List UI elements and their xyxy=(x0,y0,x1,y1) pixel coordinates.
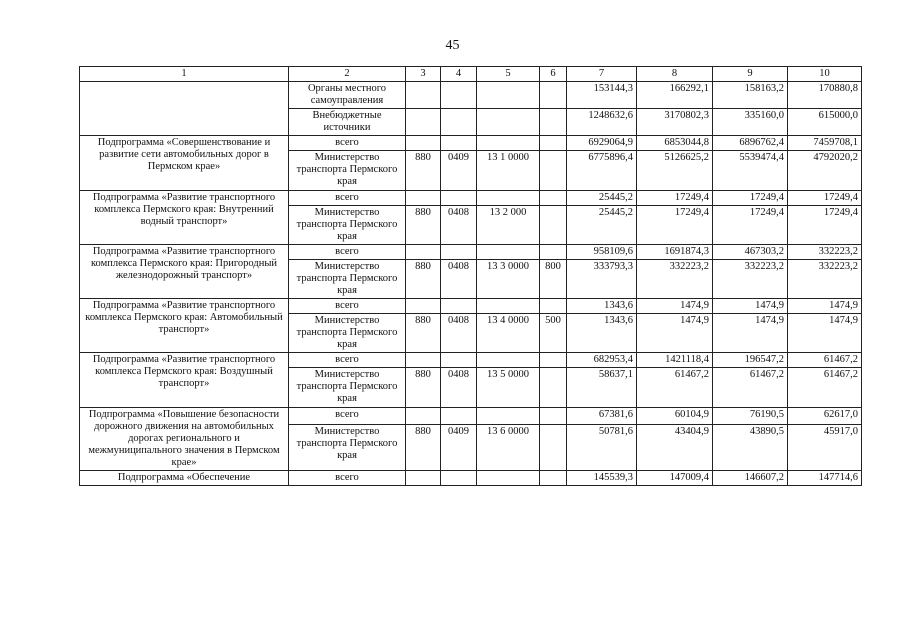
funding-source-cell: всего xyxy=(289,299,406,314)
target-article-cell: 13 4 0000 xyxy=(477,314,540,353)
funding-source-cell: всего xyxy=(289,190,406,205)
amount-cell: 1474,9 xyxy=(637,299,713,314)
target-article-cell xyxy=(477,190,540,205)
target-article-cell xyxy=(477,407,540,425)
amount-cell: 43404,9 xyxy=(637,425,713,471)
admin-code-cell: 880 xyxy=(406,205,441,244)
amount-cell: 332223,2 xyxy=(788,244,862,259)
column-header: 4 xyxy=(441,67,477,82)
admin-code-cell xyxy=(406,109,441,136)
expense-type-cell xyxy=(540,425,567,471)
amount-cell: 67381,6 xyxy=(567,407,637,425)
program-total-row xyxy=(80,82,862,109)
column-number-row xyxy=(80,67,862,82)
program-total-row xyxy=(80,190,862,205)
admin-code-cell xyxy=(406,470,441,485)
expense-type-cell: 800 xyxy=(540,259,567,298)
expense-type-cell xyxy=(540,109,567,136)
program-total-row xyxy=(80,244,862,259)
expense-type-cell xyxy=(540,299,567,314)
amount-cell: 50781,6 xyxy=(567,425,637,471)
admin-code-cell xyxy=(406,353,441,368)
amount-cell: 17249,4 xyxy=(637,205,713,244)
amount-cell: 62617,0 xyxy=(788,407,862,425)
program-name-cell: Подпрограмма «Развитие транспортного комплекса Пермского края: Автомобильный транспорт» xyxy=(80,299,289,353)
amount-cell: 17249,4 xyxy=(788,205,862,244)
expense-type-cell xyxy=(540,353,567,368)
program-total-row xyxy=(80,353,862,368)
funding-source-cell: Министерство транспорта Пермского края xyxy=(289,425,406,471)
amount-cell: 158163,2 xyxy=(713,82,788,109)
amount-cell: 60104,9 xyxy=(637,407,713,425)
target-article-cell xyxy=(477,136,540,151)
admin-code-cell xyxy=(406,82,441,109)
amount-cell: 5539474,4 xyxy=(713,151,788,190)
amount-cell: 76190,5 xyxy=(713,407,788,425)
amount-cell: 6929064,9 xyxy=(567,136,637,151)
funding-source-cell: Министерство транспорта Пермского края xyxy=(289,314,406,353)
amount-cell: 61467,2 xyxy=(637,368,713,407)
funding-source-cell: всего xyxy=(289,136,406,151)
amount-cell: 58637,1 xyxy=(567,368,637,407)
program-name-cell: Подпрограмма «Развитие транспортного комплекса Пермского края: Воздушный транспорт» xyxy=(80,353,289,407)
section-code-cell xyxy=(441,82,477,109)
column-header: 10 xyxy=(788,67,862,82)
section-code-cell: 0409 xyxy=(441,151,477,190)
section-code-cell: 0408 xyxy=(441,368,477,407)
target-article-cell: 13 6 0000 xyxy=(477,425,540,471)
program-total-row xyxy=(80,407,862,425)
target-article-cell: 13 2 000 xyxy=(477,205,540,244)
expense-type-cell xyxy=(540,244,567,259)
column-header: 9 xyxy=(713,67,788,82)
section-code-cell xyxy=(441,299,477,314)
expense-type-cell xyxy=(540,407,567,425)
section-code-cell xyxy=(441,136,477,151)
section-code-cell: 0409 xyxy=(441,425,477,471)
funding-source-cell: Министерство транспорта Пермского края xyxy=(289,151,406,190)
program-total-row xyxy=(80,136,862,151)
amount-cell: 467303,2 xyxy=(713,244,788,259)
amount-cell: 166292,1 xyxy=(637,82,713,109)
section-code-cell xyxy=(441,353,477,368)
amount-cell: 6896762,4 xyxy=(713,136,788,151)
expense-type-cell xyxy=(540,82,567,109)
amount-cell: 17249,4 xyxy=(788,190,862,205)
section-code-cell xyxy=(441,244,477,259)
amount-cell: 61467,2 xyxy=(713,368,788,407)
target-article-cell: 13 1 0000 xyxy=(477,151,540,190)
amount-cell: 1474,9 xyxy=(788,299,862,314)
expense-type-cell xyxy=(540,190,567,205)
amount-cell: 958109,6 xyxy=(567,244,637,259)
target-article-cell: 13 3 0000 xyxy=(477,259,540,298)
amount-cell: 147714,6 xyxy=(788,470,862,485)
expense-type-cell xyxy=(540,368,567,407)
amount-cell: 615000,0 xyxy=(788,109,862,136)
column-header: 6 xyxy=(540,67,567,82)
amount-cell: 1691874,3 xyxy=(637,244,713,259)
amount-cell: 61467,2 xyxy=(788,368,862,407)
amount-cell: 333793,3 xyxy=(567,259,637,298)
amount-cell: 1248632,6 xyxy=(567,109,637,136)
amount-cell: 3170802,3 xyxy=(637,109,713,136)
amount-cell: 335160,0 xyxy=(713,109,788,136)
expense-type-cell xyxy=(540,151,567,190)
amount-cell: 153144,3 xyxy=(567,82,637,109)
section-code-cell xyxy=(441,407,477,425)
target-article-cell xyxy=(477,244,540,259)
amount-cell: 1421118,4 xyxy=(637,353,713,368)
amount-cell: 25445,2 xyxy=(567,190,637,205)
amount-cell: 17249,4 xyxy=(713,205,788,244)
amount-cell: 17249,4 xyxy=(637,190,713,205)
target-article-cell xyxy=(477,299,540,314)
admin-code-cell: 880 xyxy=(406,151,441,190)
page-number: 45 xyxy=(445,38,460,53)
expense-type-cell xyxy=(540,136,567,151)
amount-cell: 1474,9 xyxy=(637,314,713,353)
program-total-row xyxy=(80,470,862,485)
funding-source-cell: Министерство транспорта Пермского края xyxy=(289,368,406,407)
section-code-cell: 0408 xyxy=(441,314,477,353)
amount-cell: 6775896,4 xyxy=(567,151,637,190)
admin-code-cell xyxy=(406,407,441,425)
amount-cell: 147009,4 xyxy=(637,470,713,485)
amount-cell: 332223,2 xyxy=(637,259,713,298)
column-header: 5 xyxy=(477,67,540,82)
admin-code-cell xyxy=(406,299,441,314)
amount-cell: 17249,4 xyxy=(713,190,788,205)
admin-code-cell xyxy=(406,136,441,151)
admin-code-cell: 880 xyxy=(406,314,441,353)
amount-cell: 5126625,2 xyxy=(637,151,713,190)
section-code-cell xyxy=(441,190,477,205)
column-header: 1 xyxy=(80,67,289,82)
amount-cell: 170880,8 xyxy=(788,82,862,109)
amount-cell: 145539,3 xyxy=(567,470,637,485)
program-name-cell: Подпрограмма «Повышение безопасности дорожного движения на автомобильных дорогах регионального и межмуниципального значения в Пермском крае» xyxy=(80,407,289,470)
funding-source-cell: всего xyxy=(289,244,406,259)
funding-source-cell: всего xyxy=(289,353,406,368)
section-code-cell: 0408 xyxy=(441,205,477,244)
amount-cell: 146607,2 xyxy=(713,470,788,485)
funding-source-cell: Министерство транспорта Пермского края xyxy=(289,259,406,298)
program-name-cell: Подпрограмма «Развитие транспортного комплекса Пермского края: Внутренний водный транспорт» xyxy=(80,190,289,244)
column-header: 2 xyxy=(289,67,406,82)
amount-cell: 1474,9 xyxy=(713,299,788,314)
amount-cell: 4792020,2 xyxy=(788,151,862,190)
target-article-cell xyxy=(477,470,540,485)
expense-type-cell xyxy=(540,205,567,244)
target-article-cell xyxy=(477,109,540,136)
amount-cell: 332223,2 xyxy=(713,259,788,298)
funding-source-cell: Внебюджетные источники xyxy=(289,109,406,136)
column-header: 8 xyxy=(637,67,713,82)
target-article-cell xyxy=(477,82,540,109)
expense-type-cell: 500 xyxy=(540,314,567,353)
expense-type-cell xyxy=(540,470,567,485)
amount-cell: 43890,5 xyxy=(713,425,788,471)
program-total-row xyxy=(80,299,862,314)
admin-code-cell: 880 xyxy=(406,259,441,298)
funding-source-cell: всего xyxy=(289,407,406,425)
column-header: 7 xyxy=(567,67,637,82)
budget-table xyxy=(79,66,862,486)
funding-source-cell: Министерство транспорта Пермского края xyxy=(289,205,406,244)
amount-cell: 1474,9 xyxy=(788,314,862,353)
admin-code-cell xyxy=(406,190,441,205)
admin-code-cell xyxy=(406,244,441,259)
admin-code-cell: 880 xyxy=(406,425,441,471)
amount-cell: 1343,6 xyxy=(567,299,637,314)
section-code-cell: 0408 xyxy=(441,259,477,298)
amount-cell: 45917,0 xyxy=(788,425,862,471)
amount-cell: 196547,2 xyxy=(713,353,788,368)
section-code-cell xyxy=(441,470,477,485)
amount-cell: 1474,9 xyxy=(713,314,788,353)
amount-cell: 61467,2 xyxy=(788,353,862,368)
section-code-cell xyxy=(441,109,477,136)
column-header: 3 xyxy=(406,67,441,82)
amount-cell: 682953,4 xyxy=(567,353,637,368)
amount-cell: 332223,2 xyxy=(788,259,862,298)
funding-source-cell: Органы местного самоуправления xyxy=(289,82,406,109)
amount-cell: 7459708,1 xyxy=(788,136,862,151)
program-name-cell: Подпрограмма «Совершенствование и развитие сети автомобильных дорог в Пермском крае» xyxy=(80,136,289,190)
amount-cell: 25445,2 xyxy=(567,205,637,244)
amount-cell: 6853044,8 xyxy=(637,136,713,151)
target-article-cell xyxy=(477,353,540,368)
program-name-cell xyxy=(80,82,289,136)
admin-code-cell: 880 xyxy=(406,368,441,407)
amount-cell: 1343,6 xyxy=(567,314,637,353)
program-name-cell: Подпрограмма «Обеспечение xyxy=(80,470,289,485)
program-name-cell: Подпрограмма «Развитие транспортного комплекса Пермского края: Пригородный железнодорожный транспорт» xyxy=(80,244,289,298)
target-article-cell: 13 5 0000 xyxy=(477,368,540,407)
funding-source-cell: всего xyxy=(289,470,406,485)
